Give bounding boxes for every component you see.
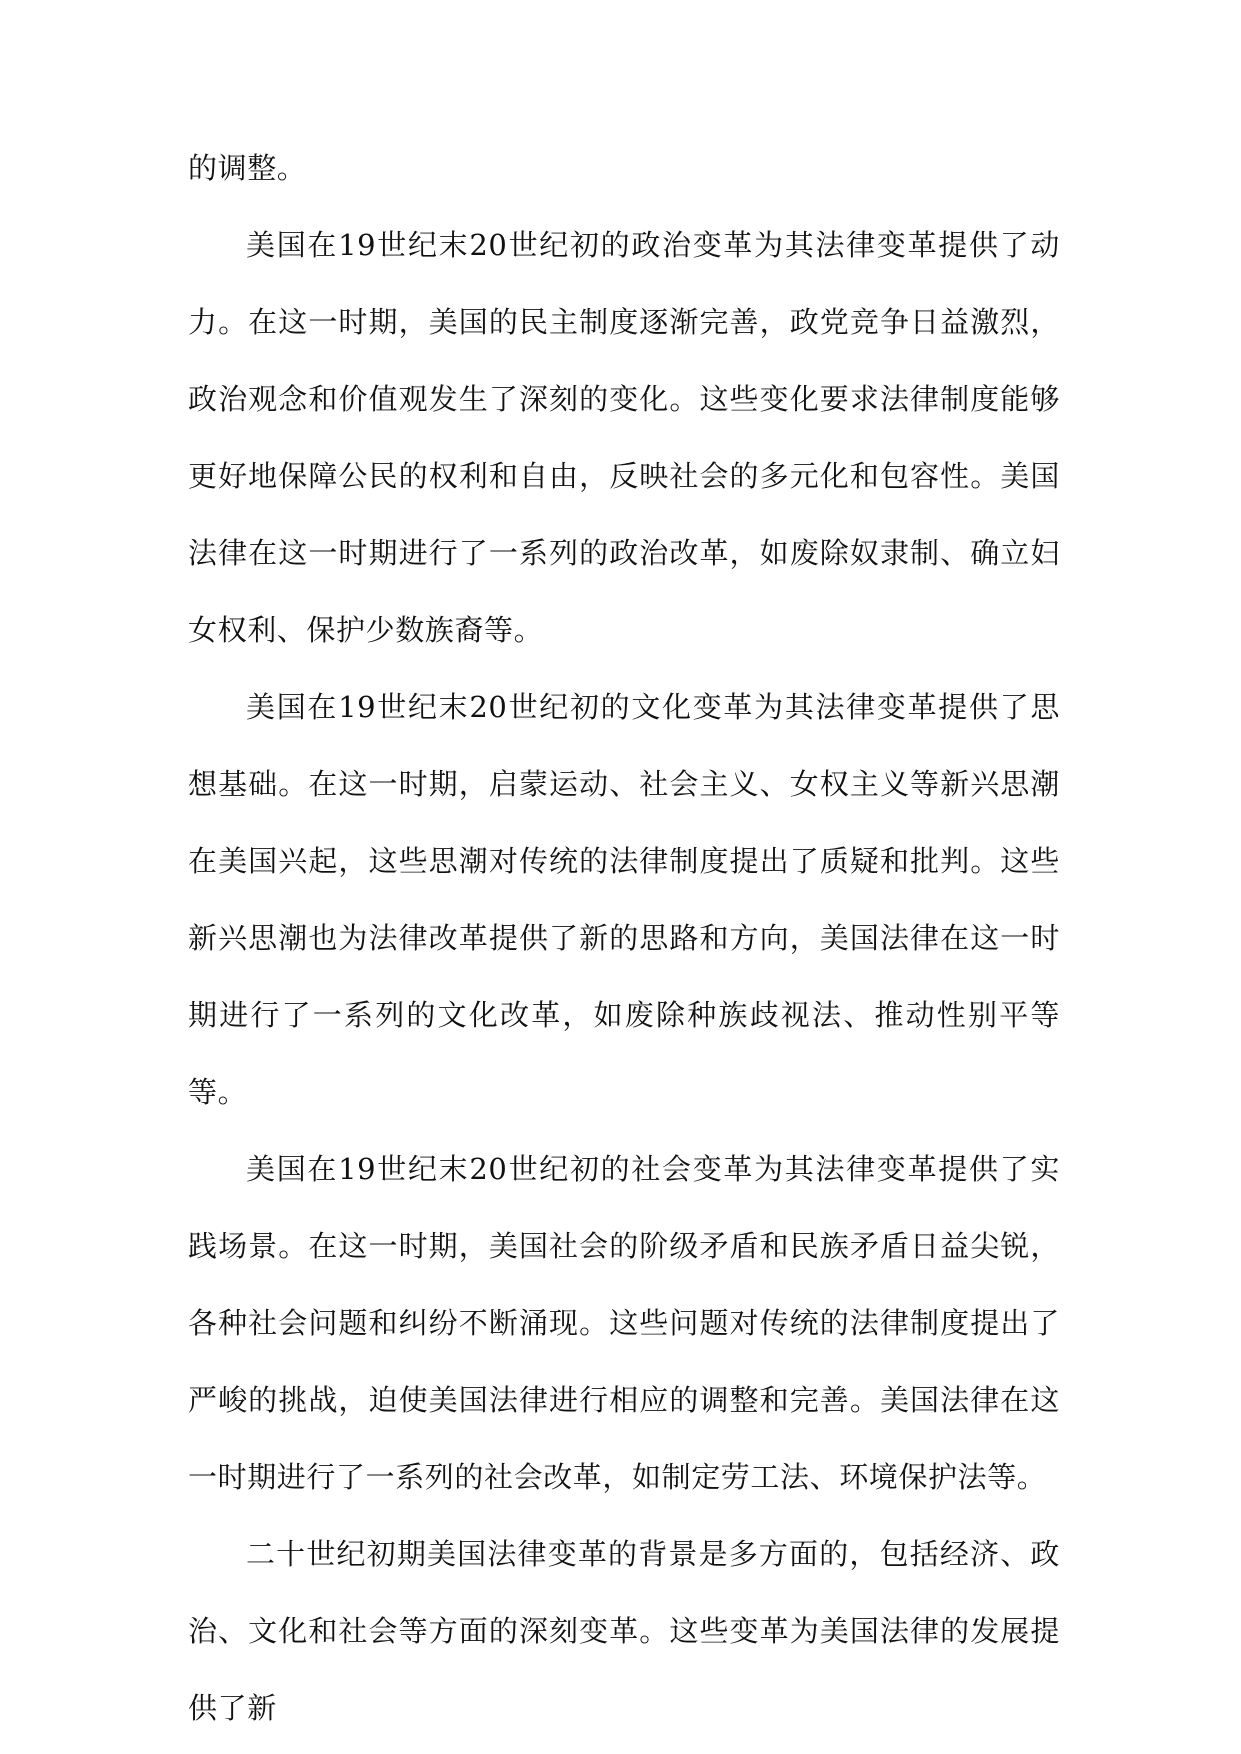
paragraph-continuation: 的调整。 — [188, 151, 307, 185]
paragraph-summary: 二十世纪初期美国法律变革的背景是多方面的，包括经济、政治、文化和社会等方面的深刻变革。这些变革为美国法律的发展提供了新 — [188, 1537, 1060, 1725]
paragraph-political-change: 美国在19世纪末20世纪初的政治变革为其法律变革提供了动力。在这一时期，美国的民主制度逐渐完善，政党竞争日益激烈，政治观念和价值观发生了深刻的变化。这些变化要求法律制度能够更好地保障公民的权利和自由，反映社会的多元化和包容性。美国法律在这一时期进行了一系列的政治改革，如废除奴隶制、确立妇女权利、保护少数族裔等。 — [188, 228, 1060, 647]
paragraph-cultural-change: 美国在19世纪末20世纪初的文化变革为其法律变革提供了思想基础。在这一时期，启蒙运动、社会主义、女权主义等新兴思潮在美国兴起，这些思潮对传统的法律制度提出了质疑和批判。这些新兴思潮也为法律改革提供了新的思路和方向，美国法律在这一时期进行了一系列的文化改革，如废除种族歧视法、推动性别平等等。 — [188, 690, 1060, 1109]
document-body — [188, 130, 1060, 1747]
paragraph-social-change: 美国在19世纪末20世纪初的社会变革为其法律变革提供了实践场景。在这一时期，美国社会的阶级矛盾和民族矛盾日益尖锐，各种社会问题和纠纷不断涌现。这些问题对传统的法律制度提出了严峻的挑战，迫使美国法律进行相应的调整和完善。美国法律在这一时期进行了一系列的社会改革，如制定劳工法、环境保护法等。 — [188, 1152, 1060, 1494]
